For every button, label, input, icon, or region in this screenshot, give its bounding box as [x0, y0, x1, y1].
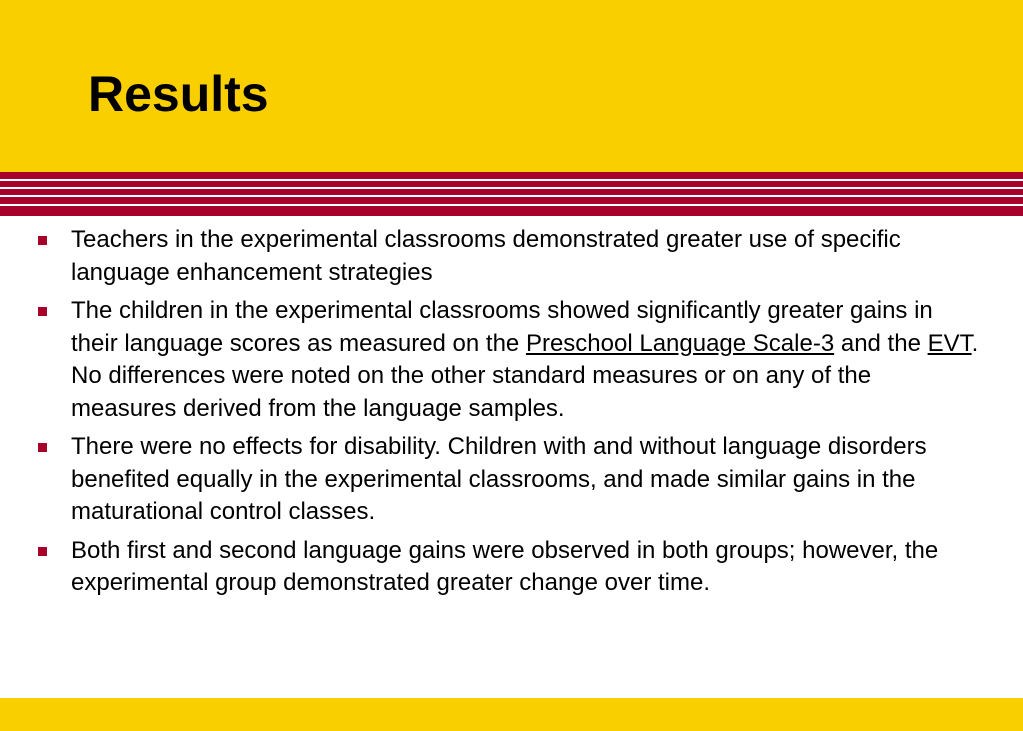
underlined-term-evt: EVT — [927, 329, 972, 357]
square-bullet-icon — [38, 547, 47, 556]
slide-body — [0, 224, 1023, 606]
bullet-list — [0, 224, 1023, 600]
bullet-text-start: The children in the experimental classrooms showed significantly greater gains in their language scores as measured on the — [71, 297, 933, 357]
footer-band — [0, 698, 1023, 731]
bullet-item — [0, 535, 1023, 600]
bullet-text: Teachers in the experimental classrooms demonstrated greater use of specific language enhancement strategies — [71, 226, 901, 286]
stripe-line — [0, 179, 1023, 181]
decorative-stripes — [0, 172, 1023, 216]
bullet-text: Both first and second language gains were observed in both groups; however, the experimental group demonstrated greater change over time. — [71, 536, 939, 596]
header-band — [0, 0, 1023, 172]
square-bullet-icon — [38, 236, 47, 245]
stripe-line — [0, 187, 1023, 189]
square-bullet-icon — [38, 307, 47, 316]
slide-title: Results — [88, 66, 269, 122]
bullet-text-middle: and the — [834, 329, 928, 357]
underlined-term-pls3: Preschool Language Scale-3 — [525, 329, 835, 357]
stripe-line — [0, 204, 1023, 206]
bullet-text: There were no effects for disability. Children with and without language disorders benefited equally in the experimental classrooms, and made similar gains in the maturational control classes. — [71, 433, 927, 525]
bullet-item — [0, 295, 1023, 425]
bullet-item — [0, 431, 1023, 529]
bullet-text-end: . No differences were noted on the other standard measures or on any of the measures derived from the language samples. — [71, 329, 979, 422]
square-bullet-icon — [38, 443, 47, 452]
stripe-line — [0, 195, 1023, 197]
bullet-item — [0, 224, 1023, 289]
